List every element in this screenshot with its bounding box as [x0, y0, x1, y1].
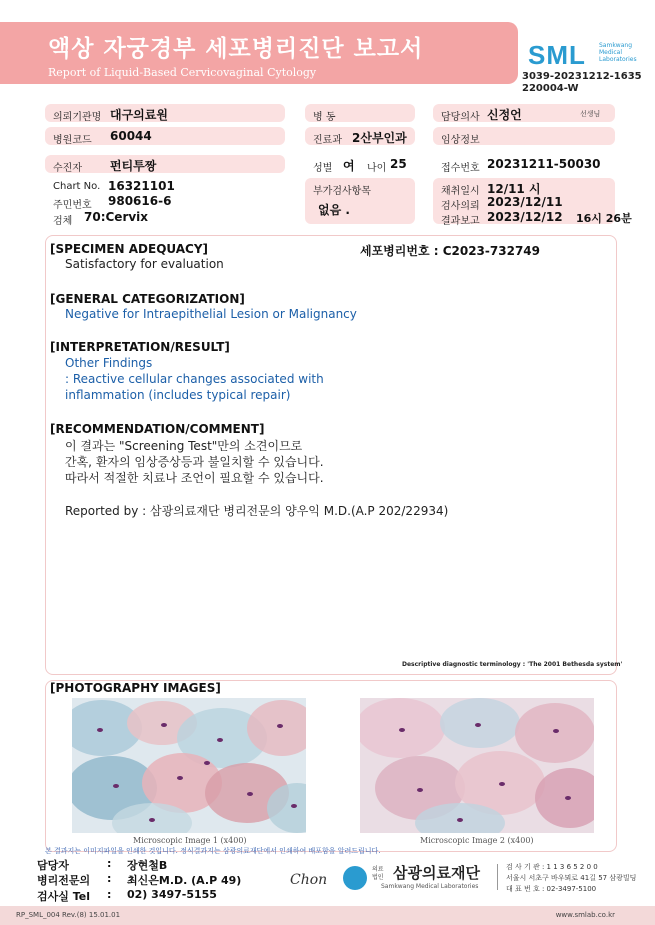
clinical-label: 임상정보: [441, 135, 480, 146]
org-info: 검 사 기 관 : 1 1 3 6 5 2 0 0 서울시 서초구 바우뫼로 41길 57 삼광빌딩 대 표 번 호 : 02-3497-5100: [506, 863, 637, 893]
rrn: 980616-6: [108, 194, 172, 208]
adequacy-heading: [SPECIMEN ADEQUACY]: [50, 242, 209, 256]
image-1-caption: Microscopic Image 1 (x400): [133, 836, 247, 845]
extra-test-label: 부가검사항목: [313, 186, 371, 197]
hospital-code-label: 병원코드: [53, 135, 92, 146]
adequacy-text: Satisfactory for evaluation: [65, 257, 224, 271]
org-name-en: Samkwang Medical Laboratories: [381, 883, 479, 890]
general-text: Negative for Intraepithelial Lesion or Malignancy: [65, 307, 357, 321]
specimen-label: 검체: [53, 216, 73, 227]
recommendation-heading: [RECOMMENDATION/COMMENT]: [50, 422, 265, 436]
receipt-label: 접수번호: [441, 163, 480, 174]
sml-logo-subtitle: Samkwang Medical Laboratories: [599, 42, 637, 63]
person-name: 장현철B: [127, 859, 168, 872]
cytology-number: 세포병리번호 : C2023-732749: [360, 244, 540, 258]
signature: Chon: [290, 872, 328, 888]
hospital-code: 60044: [110, 129, 152, 143]
doctor-label: 담당의사: [441, 112, 480, 123]
chart-label: Chart No.: [53, 181, 101, 192]
pathologist-name: 최신은M.D. (A.P 49): [127, 874, 242, 887]
examinee-name: 펀티투짱: [110, 159, 157, 173]
request-org: 대구의료원: [110, 108, 168, 122]
website-link[interactable]: www.smlab.co.kr: [555, 911, 615, 919]
print-notice: 본 결과지는 이미지파일을 인쇄한 것입니다. 정식결과지는 삼광의료재단에서 인쇄하여 배포함을 알려드립니다.: [45, 847, 381, 855]
lab-tel: 02) 3497-5155: [127, 888, 217, 901]
recommendation-line-1: 이 결과는 "Screening Test"만의 소견이므로: [65, 439, 303, 453]
sex-label: 성별: [313, 163, 333, 174]
title-banner: [0, 22, 518, 84]
general-heading: [GENERAL CATEGORIZATION]: [50, 292, 245, 306]
microscopic-image-2: [360, 698, 594, 833]
image-2-caption: Microscopic Image 2 (x400): [420, 836, 534, 845]
result-date: 2023/12/12: [487, 210, 563, 224]
bottom-bar: [0, 906, 655, 925]
tel-label: 검사실 Tel: [37, 890, 90, 903]
sml-logo: SML: [528, 40, 586, 70]
dept-label: 진료과: [313, 135, 342, 146]
chart-number: 16321101: [108, 179, 175, 193]
dept: 2산부인과: [352, 131, 407, 145]
ward-label: 병 동: [313, 112, 336, 123]
person-label: 담당자: [37, 859, 69, 872]
terminology-note: Descriptive diagnostic terminology : 'The 2001 Bethesda system': [402, 661, 623, 668]
colon-3: :: [107, 888, 112, 901]
interpretation-heading: [INTERPRETATION/RESULT]: [50, 340, 230, 354]
age: 25: [390, 157, 407, 171]
rrn-label: 주민번호: [53, 200, 92, 211]
org-logo-icon: [343, 866, 367, 890]
recommendation-line-2: 간혹, 환자의 임상증상등과 불일치할 수 있습니다.: [65, 455, 324, 469]
form-code: RP_SML_004 Rev.(8) 15.01.01: [16, 911, 121, 919]
specimen: 70:Cervix: [84, 210, 149, 224]
org-prefix: 의료 법인: [372, 866, 384, 881]
report-subtitle: Report of Liquid-Based Cervicovaginal Cytology: [48, 66, 317, 79]
receipt-number: 20231211-50030: [487, 157, 601, 171]
colon-1: :: [107, 857, 112, 870]
doctor-suffix: 선생님: [580, 110, 601, 118]
age-label: 나이: [367, 163, 387, 174]
interpretation-line-1: Other Findings: [65, 356, 153, 370]
interpretation-line-3: inflammation (includes typical repair): [65, 388, 291, 402]
collect-label: 채취일시: [441, 186, 480, 197]
reported-by: Reported by : 삼광의료재단 병리전문의 양우익 M.D.(A.P 202/22934): [65, 504, 449, 518]
doctor-name: 신정언: [487, 108, 522, 122]
pathologist-label: 병리전문의: [37, 874, 91, 887]
extra-test: 없음 .: [318, 203, 350, 217]
report-title: 액상 자궁경부 세포병리진단 보고서: [48, 36, 424, 62]
photo-heading: [PHOTOGRAPHY IMAGES]: [50, 681, 221, 695]
footer-divider: [497, 864, 498, 890]
request-org-label: 의뢰기관명: [53, 112, 102, 123]
interpretation-line-2: : Reactive cellular changes associated with: [65, 372, 324, 386]
recommendation-line-3: 따라서 적절한 치료나 조언이 필요할 수 있습니다.: [65, 471, 324, 485]
exam-label: 검사의뢰: [441, 201, 480, 212]
collect-date: 12/11 시: [487, 182, 541, 196]
exam-date: 2023/12/11: [487, 195, 563, 209]
org-name: 삼광의료재단: [393, 864, 480, 882]
sex: 여: [343, 159, 355, 173]
examinee-label: 수진자: [53, 163, 82, 174]
colon-2: :: [107, 872, 112, 885]
microscopic-image-1: [72, 698, 306, 833]
result-label: 결과보고: [441, 216, 480, 227]
result-time: 16시 26분: [576, 212, 632, 225]
report-number: 3039-20231212-1635 220004-W: [522, 71, 642, 94]
